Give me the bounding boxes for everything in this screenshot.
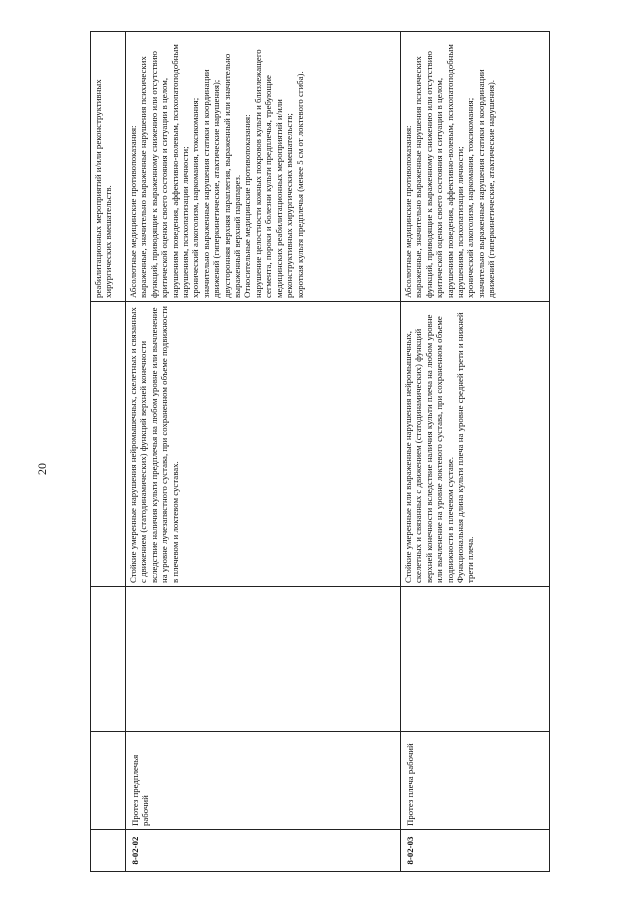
contraindication-paragraph: Абсолютные медицинские противопоказания:: [128, 125, 138, 298]
indication-paragraph: Функциональная длина культи плеча на уровне средней трети и нижней трети плеча.: [454, 312, 476, 583]
contraindication-paragraph: выраженные, значительно выраженные нарушения психических функций, приводящие к выраженному снижению или отсутствию критической оценки своего состояния и ситуации в целом, нарушениям поведения, аффективно-волевым, психопатоподобным нарушениям, психопатизации личности;: [138, 44, 191, 298]
document-sheet: [90, 32, 550, 872]
item-code: 8-02-02: [126, 830, 401, 872]
indications-cell: [400, 302, 549, 587]
prosthesis-table: [90, 31, 550, 872]
indication-paragraph: Стойкие умеренные или выраженные нарушения нейромышечных, скелетных и связанных с движением (статодинамических) функций верхней конечности вследствие наличия культи плеча на любом уровне или вычленение на уровне локтевого сустава, при сохраненном объеме подвижности в плечевом суставе.: [402, 314, 455, 583]
contraindication-paragraph: Относительные медицинские противопоказания:: [242, 114, 253, 298]
contraindication-paragraph: хронический алкоголизм, наркомания, токсикомания;: [190, 97, 201, 298]
contraindication-paragraph: двусторонняя верхняя параплегия, выраженный или значительно выраженный верхний парапарез.: [221, 53, 243, 298]
contraindications-cell: [126, 32, 401, 302]
continuation-cell: реабилитационных мероприятий и/или реконструктивных хирургических вмешательств.: [91, 32, 126, 302]
contraindications-cell: [400, 32, 549, 302]
empty-cell: [400, 587, 549, 732]
table-row: [400, 32, 549, 872]
empty-cell: [91, 732, 126, 830]
contraindication-paragraph: нарушение целостности кожных покровов культи и близлежащего сегмента, пороки и болезни культи предплечья, требующие медицинских реабилитационных мероприятий и/или реконструктивных хирургических вмешательств;: [252, 49, 295, 298]
indications-cell: Стойкие умеренные нарушения нейромышечных, скелетных и связанных с движением (статодинамических) функций верхней конечности вследствие наличия культи предплечья на любом уровне или вычленение на уровне лучезапястного сустава, при сохраненном объеме подвижности в плечевом и локтевом суставах.: [126, 302, 401, 587]
contraindication-paragraph: выраженные, значительно выраженные нарушения психических функций, приводящие к выраженному снижению или отсутствию критической оценки своего состояния и ситуации в целом, нарушениям поведения, аффективно-волевым, психопатоподобным нарушениям, психопатизации личности;: [413, 44, 465, 298]
contraindication-paragraph: значительно выраженные нарушения статики и координации движений (гиперкинетические, атактические нарушения).: [475, 69, 497, 298]
table-row-continuation: [91, 32, 126, 872]
rotated-page-area: [90, 32, 550, 872]
contraindication-paragraph: значительно выраженные нарушения статики и координации движений (гиперкинетические, атактические нарушения);: [200, 69, 222, 298]
contraindication-paragraph: короткая культя предплечья (менее 5 см от локтевого сгиба).: [294, 71, 305, 298]
item-name: Протез предплечья рабочий: [126, 732, 401, 830]
empty-cell: [91, 302, 126, 587]
empty-cell: [91, 587, 126, 732]
empty-cell: [126, 587, 401, 732]
contraindication-paragraph: Абсолютные медицинские противопоказания:: [402, 125, 413, 298]
item-code: 8-02-03: [400, 830, 549, 872]
table-row: [126, 32, 401, 872]
empty-cell: [91, 830, 126, 872]
page-number: 20: [35, 463, 49, 475]
item-name: Протез плеча рабочий: [400, 732, 549, 830]
contraindication-paragraph: хронический алкоголизм, наркомания, токсикомания;: [465, 97, 476, 298]
